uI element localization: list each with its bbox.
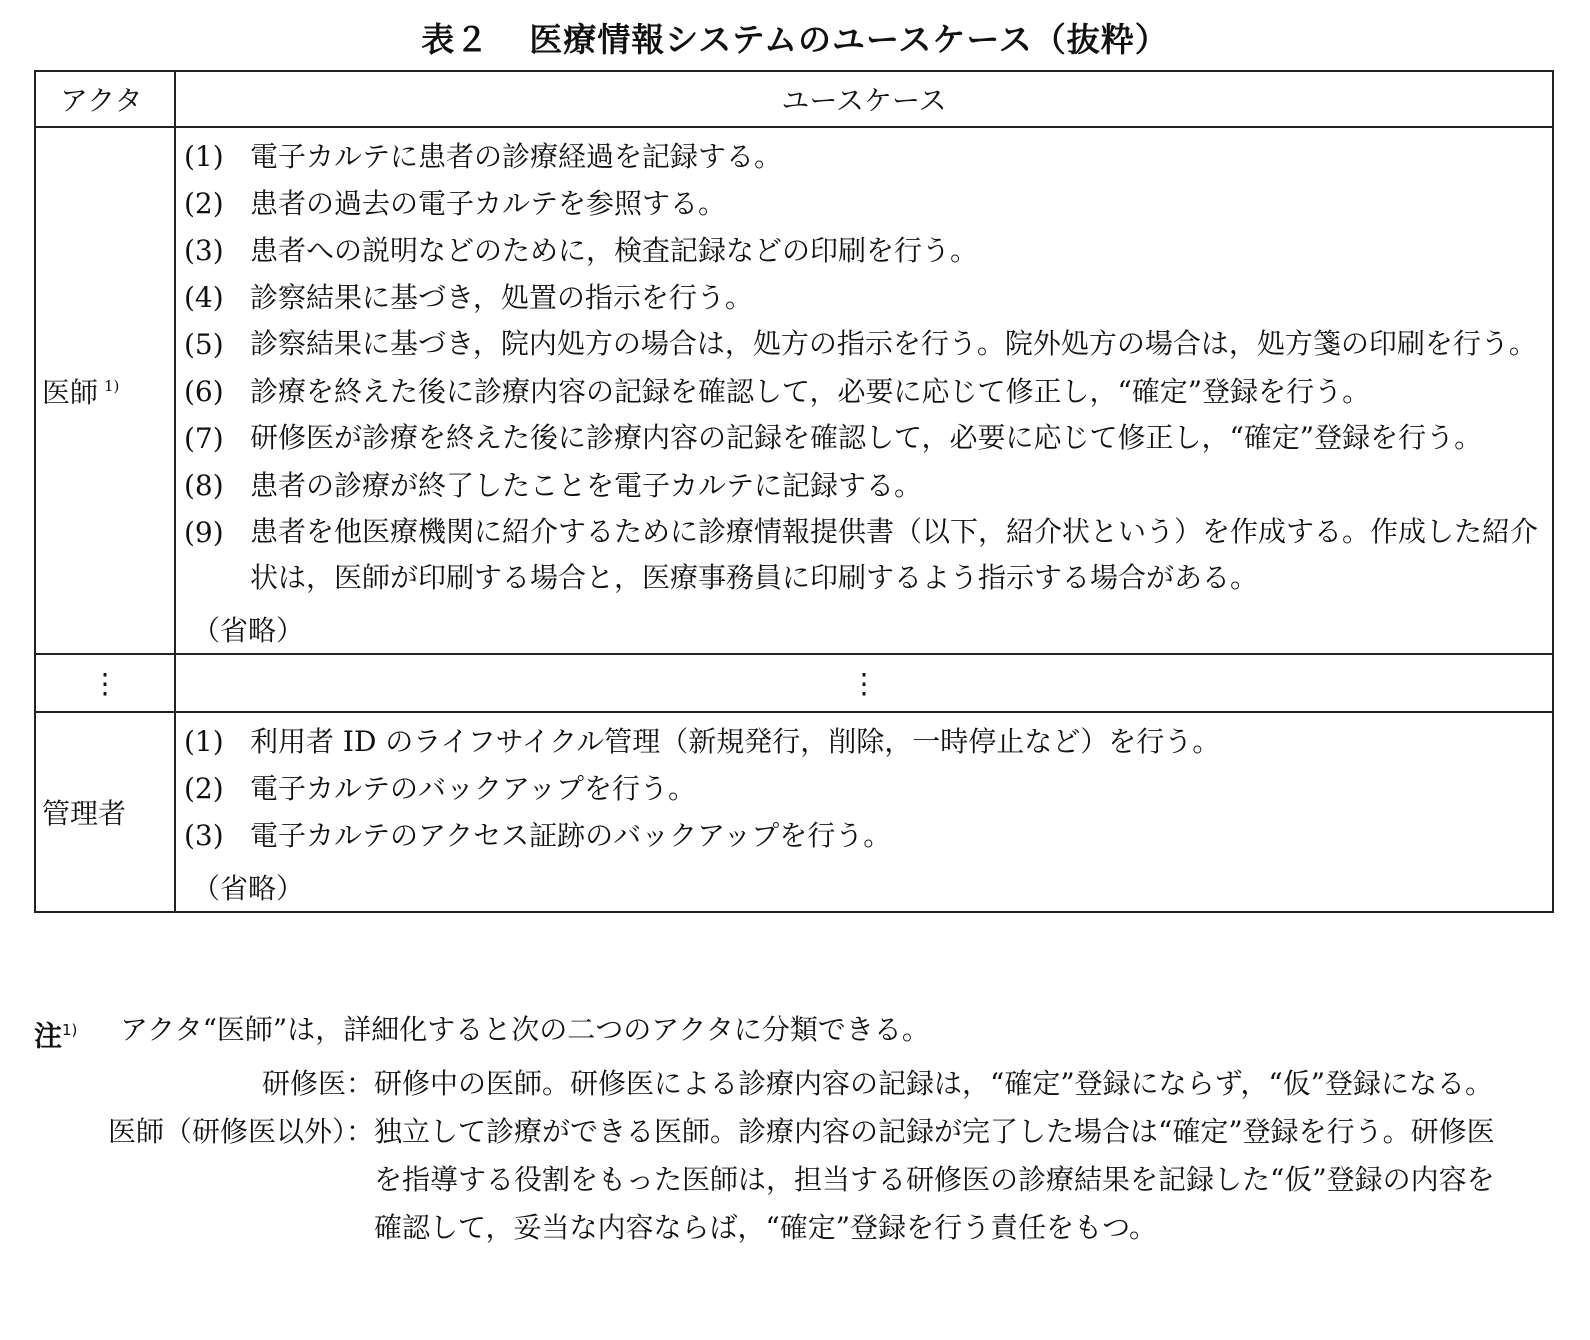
list-item: (5) 診察結果に基づき，院内処方の場合は，処方の指示を行う。院外処方の場合は，処方箋の印刷を行う。 <box>184 327 1537 361</box>
list-item: (1) 電子カルテに患者の診療経過を記録する。 <box>184 140 783 173</box>
list-item: (6) 診療を終えた後に診療内容の記録を確認して，必要に応じて修正し，“確定”登録を行う。 <box>184 375 1371 408</box>
table-number: 表２ <box>421 20 490 59</box>
definition-doctor <box>34 1108 1554 1252</box>
footnote-mark: 1) <box>62 1021 78 1039</box>
list-item: (2) 電子カルテのバックアップを行う。 <box>184 772 697 805</box>
list-item: (7) 研修医が診療を終えた後に診療内容の記録を確認して，必要に応じて修正し，“確定”登録を行う。 <box>184 421 1483 455</box>
actor-doctor-note-mark: 1) <box>104 377 120 396</box>
actor-admin: 管理者 <box>35 712 175 912</box>
header-row <box>35 71 1553 127</box>
header-actor: アクタ <box>35 71 175 127</box>
definition-desc: 独立して診療ができる医師。診療内容の記録が完了した場合は“確定”登録を行う。研修医を指導する役割をもった医師は，担当する研修医の診療結果を記録した“仮”登録の内容を確認して，妥当な内容ならば，“確定”登録を行う責任をもつ。 <box>374 1115 1495 1245</box>
list-item: (9) 患者を他医療機関に紹介するために診療情報提供書（以下，紹介状という）を作成する。作成した紹介状は，医師が印刷する場合と，医療事務員に印刷するよう指示する場合がある。 <box>184 515 1539 594</box>
table-title-text: 医療情報システムのユースケース（抜粋） <box>529 20 1169 59</box>
admin-omitted: （省略） <box>192 872 305 905</box>
ellipsis-row <box>35 654 1553 712</box>
list-item: (8) 患者の診療が終了したことを電子カルテに記録する。 <box>184 469 923 502</box>
definition-term: 研修医： <box>261 1067 374 1101</box>
admin-usecases <box>175 712 1553 912</box>
admin-row <box>35 712 1553 912</box>
usecase-table <box>34 70 1554 913</box>
doctor-usecases <box>175 127 1553 654</box>
ellipsis-usecase: ⋮ <box>175 654 1553 712</box>
footnote-1 <box>34 1006 1554 1060</box>
actor-doctor-label: 医師 <box>42 375 99 409</box>
list-item: (4) 診察結果に基づき，処置の指示を行う。 <box>184 281 753 314</box>
actor-doctor <box>35 127 175 654</box>
list-item: (2) 患者の過去の電子カルテを参照する。 <box>184 187 727 220</box>
definition-trainee <box>34 1060 1554 1108</box>
footnotes <box>34 1006 1554 1252</box>
footnote-text: アクタ“医師”は，詳細化すると次の二つのアクタに分類できる。 <box>120 1013 930 1046</box>
list-item: (1) 利用者 ID のライフサイクル管理（新規発行，削除，一時停止など）を行う。 <box>184 725 1221 758</box>
header-usecase: ユースケース <box>175 71 1553 127</box>
doctor-row <box>35 127 1553 654</box>
doctor-omitted: （省略） <box>192 614 305 647</box>
definition-term: 医師（研修医以外）： <box>107 1115 374 1149</box>
footnote-label: 注 <box>34 1019 63 1053</box>
ellipsis-actor: ⋮ <box>35 654 175 712</box>
list-item: (3) 電子カルテのアクセス証跡のバックアップを行う。 <box>184 819 892 852</box>
definition-desc: 研修中の医師。研修医による診療内容の記録は，“確定”登録にならず，“仮”登録になる。 <box>374 1067 1494 1101</box>
list-item: (3) 患者への説明などのために，検査記録などの印刷を行う。 <box>184 234 979 267</box>
table-title <box>0 14 1590 61</box>
